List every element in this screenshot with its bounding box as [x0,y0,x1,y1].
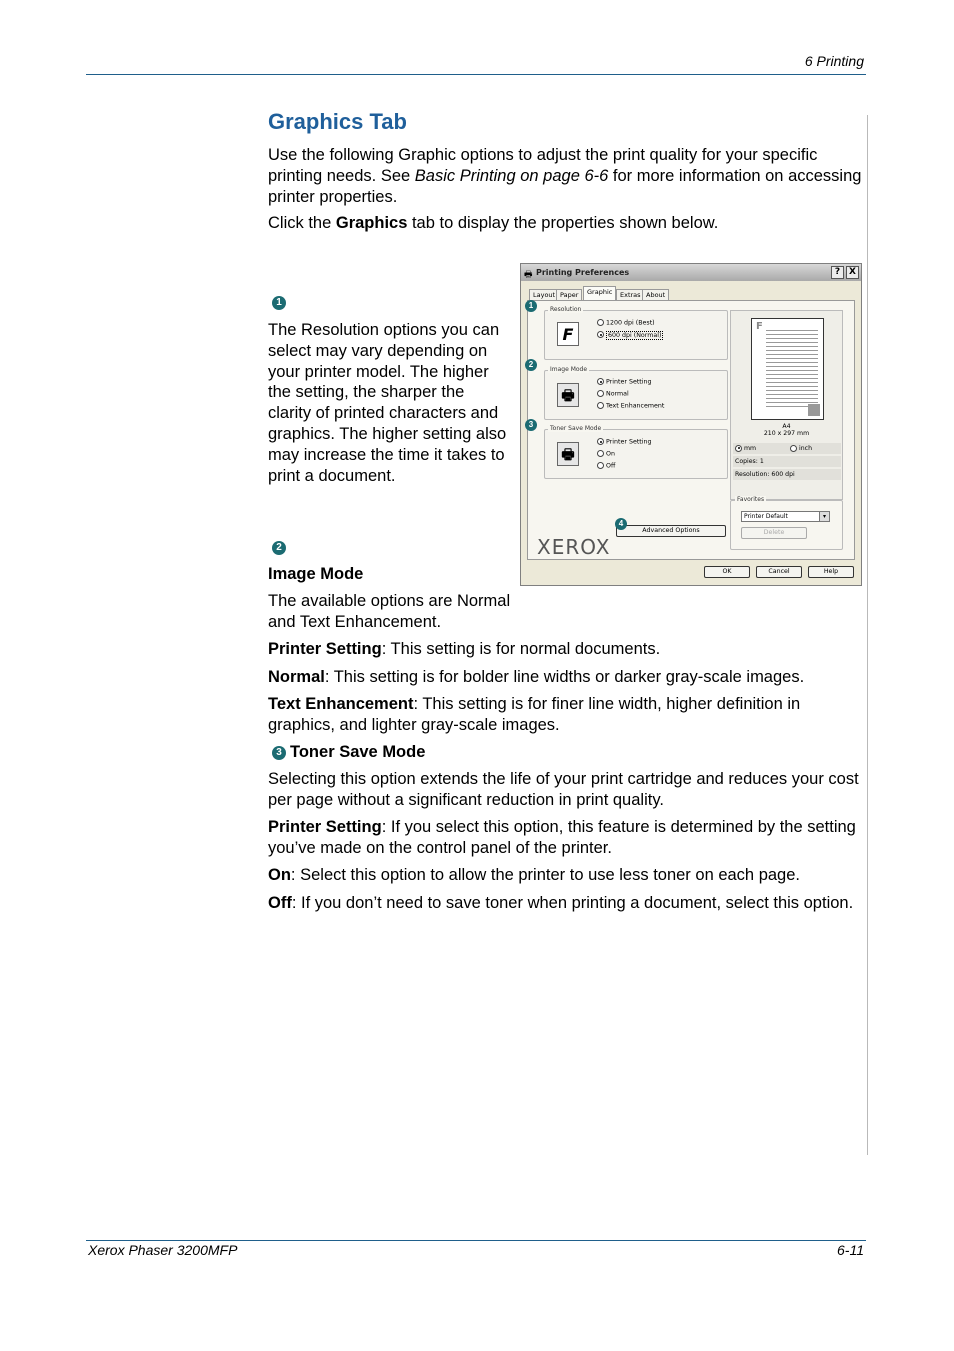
instruction-text: tab to display the properties shown below. [407,214,719,232]
callout-2-icon: 2 [272,541,286,555]
preview-text-lines [766,327,818,407]
image-mode-description: The available options are Normal and Text Enhancement. [268,592,511,631]
option-label: 600 dpi (Normal) [608,331,662,339]
chevron-down-icon: ▾ [819,512,829,521]
xerox-logo: XEROX [537,535,611,559]
radio-toner-off[interactable] [597,462,615,470]
option-label: Text Enhancement [606,402,665,410]
side-rule [867,115,868,1155]
toner-save-heading [268,742,864,763]
cross-reference-link[interactable]: Basic Printing on page 6-6 [414,166,609,185]
copies-info: Copies: 1 [733,456,841,467]
intro-text: Use the following Graphic options to adjust the print quality for your specific printing needs. See [268,146,818,185]
image-mode-item [268,667,864,688]
footer-product: Xerox Phaser 3200MFP [88,1242,238,1258]
help-title-button[interactable]: ? [831,266,844,279]
tab-paper[interactable]: Paper [556,289,582,300]
font-f-icon: F [557,322,579,346]
item-desc: : If you don’t need to save toner when printing a document, select this option. [291,894,854,912]
graphic-panel [527,300,855,560]
option-label: 1200 dpi (Best) [606,319,655,327]
callout-2-icon: 2 [525,359,537,371]
favorites-label: Favorites [737,496,765,503]
radio-toner-printer-setting[interactable] [597,438,652,446]
help-button[interactable]: Help [808,566,854,578]
option-label: Off [606,462,616,470]
instruction-bold: Graphics [335,214,408,232]
option-label: mm [744,445,757,452]
toner-save-group [544,429,728,479]
unit-mm-radio[interactable] [735,445,756,452]
toner-save-item [268,893,864,914]
image-mode-heading-text: Image Mode [268,565,364,583]
item-desc: : Select this option to allow the printer to use less toner on each page. [290,866,800,884]
radio-image-text-enhancement[interactable] [597,402,664,410]
intro-paragraph [268,145,864,207]
page-title: Graphics Tab [268,109,407,134]
running-header: 6 Printing [804,53,864,69]
callout-3-icon: 3 [525,419,537,431]
radio-image-normal[interactable] [597,390,629,398]
paper-name: A4 [782,423,791,430]
toner-save-description: Selecting this option extends the life of your print cartridge and reduces your cost per page without a significant reduction in print quality. [268,770,859,809]
radio-selected-icon [597,378,604,385]
resolution-group [544,310,728,360]
unit-row [733,443,841,454]
preview-image-block [808,404,820,416]
item-term: Off [268,894,292,912]
resolution-description: The Resolution options you can select may vary depending on your printer model. The higher the setting, the sharper the clarity of printed characters and graphics. The higher setting also may increase the time it takes to print a document. [268,321,507,485]
radio-600dpi[interactable] [597,331,663,339]
item-desc: : This setting is for bolder line widths or darker gray-scale images. [324,668,805,686]
preview-page [751,318,824,420]
item-term: Text Enhancement [268,695,414,713]
image-mode-item [268,639,864,660]
image-mode-item [268,694,864,736]
option-label: On [606,450,615,458]
page-preview [730,310,843,500]
favorites-value: Printer Default [744,513,788,520]
close-button[interactable]: X [846,266,859,279]
resolution-info: Resolution: 600 dpi [733,469,841,480]
radio-icon [597,450,604,457]
printer-icon: 🖶 [557,383,579,407]
ok-button[interactable]: OK [704,566,750,578]
footer-page-number: 6-11 [837,1242,864,1258]
preview-f-icon: F [756,321,763,332]
image-mode-label: Image Mode [550,366,588,373]
item-term: Normal [268,668,325,686]
callout-3-icon: 3 [272,746,286,760]
tab-extras[interactable]: Extras [616,289,645,300]
radio-selected-icon [735,445,742,452]
favorites-select[interactable] [741,511,830,522]
intro-text: for more information on accessing printer properties. [268,166,862,206]
radio-1200dpi[interactable] [597,319,655,327]
radio-icon [597,462,604,469]
tab-layout[interactable]: Layout [529,289,559,300]
radio-selected-icon [597,331,604,338]
callout-1-icon: 1 [525,300,537,312]
radio-image-printer-setting[interactable] [597,378,652,386]
tab-graphic[interactable]: Graphic [583,286,616,300]
option-label: Printer Setting [606,378,652,386]
header-rule [86,74,866,75]
radio-icon [790,445,797,452]
toner-save-item [268,865,864,886]
printer-icon: 🖶 [557,442,579,466]
favorites-group [730,500,843,550]
option-label: Normal [606,390,629,398]
toner-save-label: Toner Save Mode [550,425,602,432]
callout-4-icon: 4 [615,518,627,530]
instruction-text: Click the [268,214,336,232]
radio-icon [597,319,604,326]
printer-icon: 🖶 [524,270,533,280]
unit-inch-radio[interactable] [790,445,812,452]
radio-icon [597,390,604,397]
radio-toner-on[interactable] [597,450,615,458]
item-term: Printer Setting [268,818,382,836]
item-term: Printer Setting [268,640,382,658]
image-mode-group [544,370,728,420]
advanced-options-button[interactable]: Advanced Options [616,525,726,537]
radio-selected-icon [597,438,604,445]
tab-about[interactable]: About [642,289,669,300]
option-label: inch [799,445,812,452]
item-desc: : This setting is for finer line width, higher definition in graphics, and lighter gray-scale images. [268,695,801,734]
printing-preferences-dialog [520,263,862,586]
footer-rule [86,1240,866,1241]
radio-icon [597,402,604,409]
callout-1-icon: 1 [272,296,286,310]
dialog-title: Printing Preferences [536,268,630,277]
cancel-button[interactable]: Cancel [756,566,802,578]
toner-save-heading-text: Toner Save Mode [290,743,426,761]
option-label: Printer Setting [606,438,652,446]
item-desc: : This setting is for normal documents. [381,640,661,658]
toner-save-item [268,817,864,859]
dialog-title-bar [521,264,861,281]
instruction-paragraph [268,213,864,234]
item-term: On [268,866,291,884]
item-desc: : If you select this option, this feature is determined by the setting you’ve made on the control panel of the printer. [268,818,856,857]
resolution-label: Resolution [550,306,582,313]
paper-size: 210 x 297 mm [763,430,810,437]
delete-button[interactable]: Delete [741,527,807,539]
